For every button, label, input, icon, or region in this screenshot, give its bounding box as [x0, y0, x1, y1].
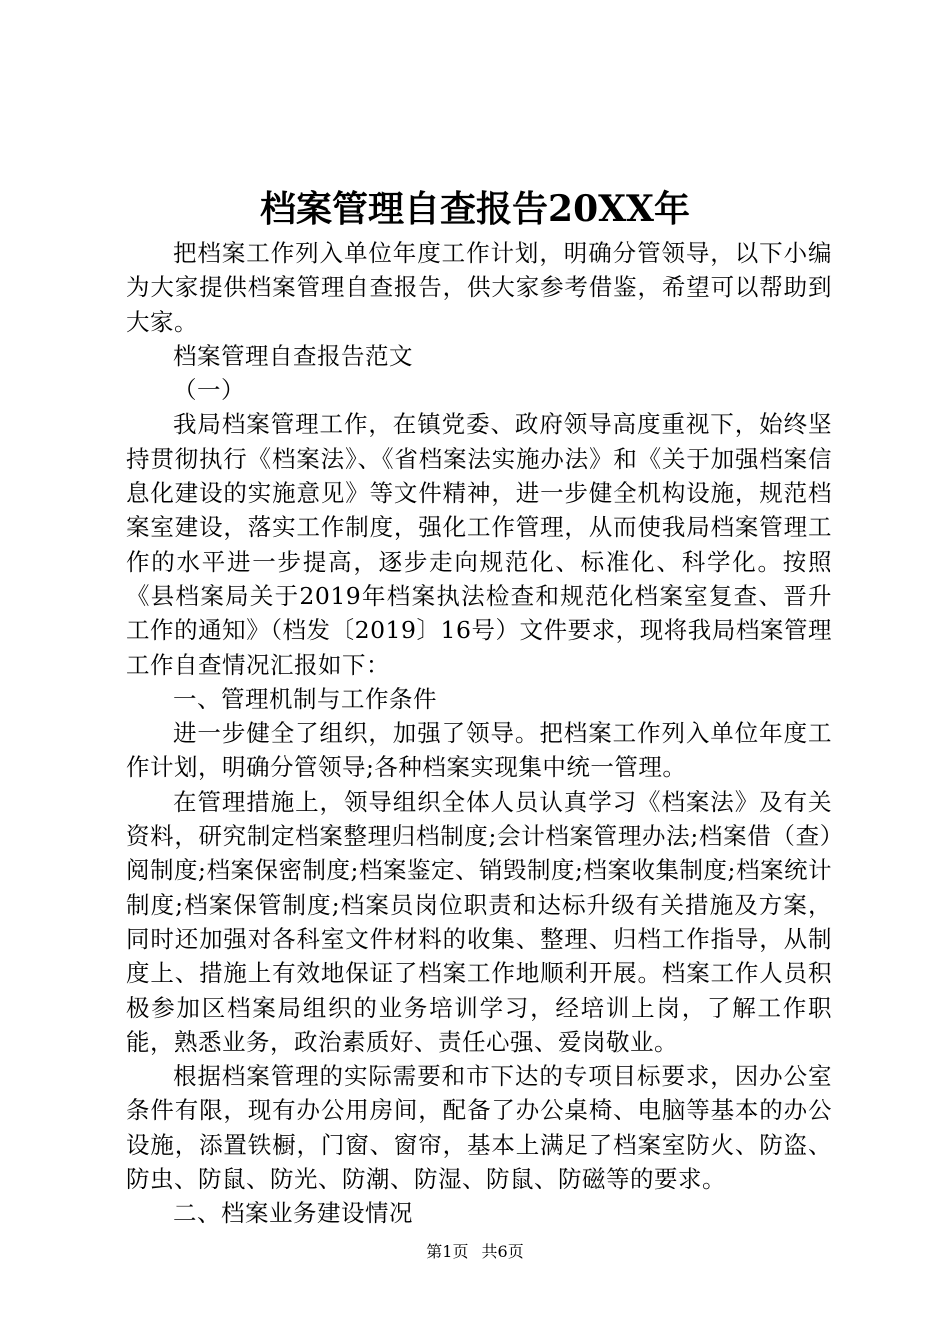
section-heading: 一、管理机制与工作条件: [173, 684, 437, 713]
document-title: 档案管理自查报告20XX年: [260, 188, 690, 230]
page-footer: [0, 1240, 950, 1264]
section-heading: 档案管理自查报告范文: [173, 341, 413, 370]
page-total: 共6页: [481, 1242, 524, 1261]
subsection-number: （一）: [173, 376, 245, 405]
body-paragraph: 我局档案管理工作，在镇党委、政府领导高度重视下，始终坚持贯彻执行《档案法》、《省档案法实施办法》和《关于加强档案信息化建设的实施意见》等文件精神，进一步健全机构设施，规范档案室建设，落实工作制度，强化工作管理，从而使我局档案管理工作的水平进一步提高，逐步走向规范化、标准化、科学化。按照《县档案局关于2019年档案执法检查和规范化档案室复查、晋升工作的通知》（档发〔2019〕16号）文件要求，现将我局档案管理工作自查情况汇报如下：: [126, 410, 832, 679]
body-paragraph: 在管理措施上，领导组织全体人员认真学习《档案法》及有关资料，研究制定档案整理归档制度;会计档案管理办法;档案借（查）阅制度;档案保密制度;档案鉴定、销毁制度;档案收集制度;档案统计制度;档案保管制度;档案员岗位职责和达标升级有关措施及方案，同时还加强对各科室文件材料的收集、整理、归档工作指导，从制度上、措施上有效地保证了档案工作地顺利开展。档案工作人员积极参加区档案局组织的业务培训学习，经培训上岗，了解工作职能，熟悉业务，政治素质好、责任心强、爱岗敬业。: [126, 787, 832, 1056]
section-heading: 二、档案业务建设情况: [173, 1199, 413, 1228]
body-paragraph: 进一步健全了组织，加强了领导。把档案工作列入单位年度工作计划，明确分管领导;各种档案实现集中统一管理。: [126, 719, 832, 782]
body-paragraph: 根据档案管理的实际需要和市下达的专项目标要求，因办公室条件有限，现有办公用房间，配备了办公桌椅、电脑等基本的办公设施，添置铁橱，门窗、窗帘，基本上满足了档案室防火、防盗、防虫、防鼠、防光、防潮、防湿、防鼠、防磁等的要求。: [126, 1062, 832, 1194]
document-body: [126, 236, 832, 1231]
page-number: 第1页: [426, 1242, 469, 1261]
intro-paragraph: 把档案工作列入单位年度工作计划，明确分管领导，以下小编为大家提供档案管理自查报告，供大家参考借鉴，希望可以帮助到大家。: [126, 239, 832, 336]
